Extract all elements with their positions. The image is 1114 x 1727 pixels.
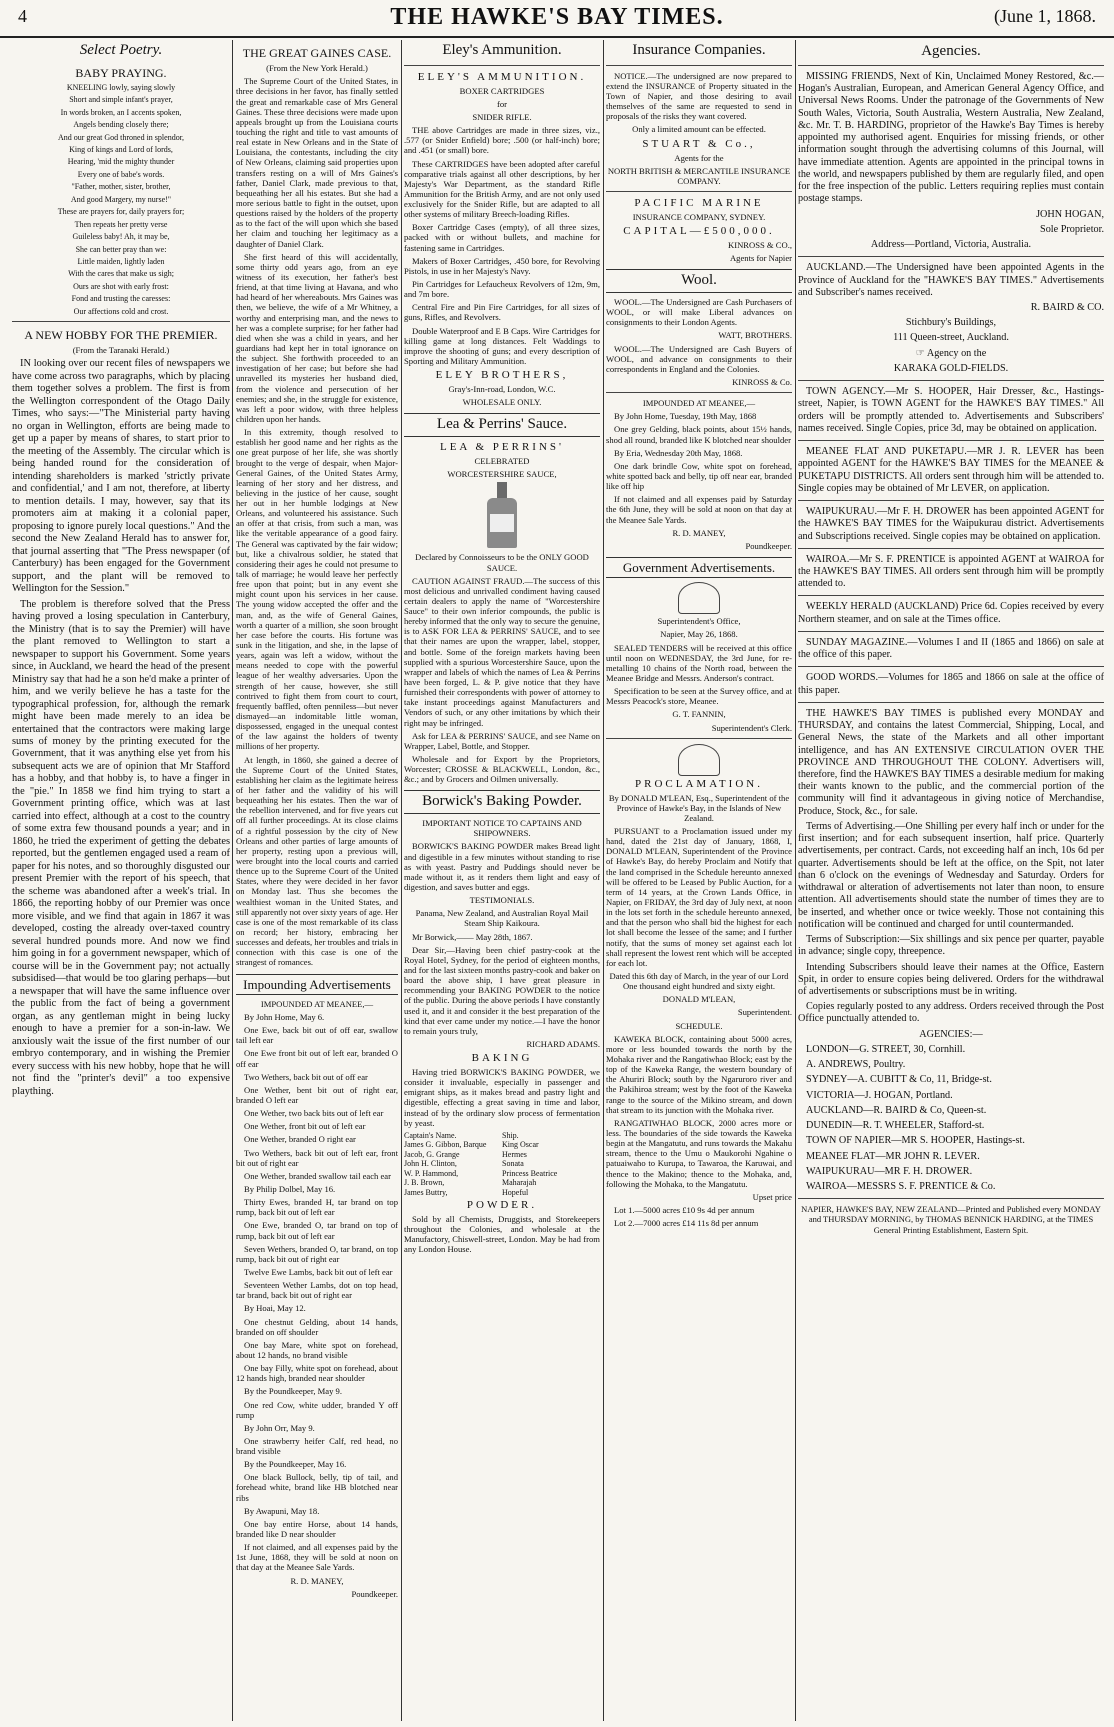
table-cell: King Oscar (502, 1140, 539, 1150)
section-heading: Impounding Advertisements (243, 976, 391, 992)
schedule-text: KAWEKA BLOCK, containing about 5000 acres, more or less bounded towards the north by the Mohaka river and the Rangatiwhao Block; east by the top of the Kaweka Range, the western boundary of the Ahuriri Block; south by the Ngaruroro river and the Pakihiroa stream; west by the foot of the Kaweka range to the source of the Mikino stream, and down that stream to its junction with the Mohaka river. (606, 1033, 792, 1115)
section-heading: Wool. (681, 272, 717, 289)
article-paragraph: In this extremity, though resolved to establish her good name and her rights as the one great purpose of her life, she was shortly brought to the verge of despair, when Major-General Gaines, of the United States Army, learning of her story and her distress, and believing in the justice of her cause, sought her out in her humble lodgings at New Orleans, and volunteered his assistance. Such an offer at that crisis, from such a man, was like the veritable appearance of a good fairy. The General was captivated by the fair widow; but, like a chivalrous soldier, he stated that considering their ages he could not presume to talk of marriage; he would leave her perfectly free upon that point; but in any event she might count upon his services in her cause. The young widow accepted the offer and the man, and, as the wife of General Gaines, worth a quarter of a million, she soon brought her case before the courts. His fortune was sunk in the litigation, and she, in the lapse of years, again was left a widow, without the means needed to cope with the powerful league of her wealthy adversaries. Upon the strength of her cause, however, she still contrived to fight them from court to court, frequently baffled, often penniless—but never dismayed—an indomitable little woman, dispossessed, engaged in the unequal contest of the law against the holders of twenty millions of her property. (236, 427, 398, 752)
poem-line: And our great God throned in splendor, (57, 132, 185, 142)
page-number: 4 (18, 6, 27, 26)
poem-line: KNEELING lowly, saying slowly (66, 82, 176, 92)
ad-paragraph: Mr Borwick,—— May 28th, 1867. (412, 931, 533, 942)
table-cell: John H. Clinton, (404, 1159, 457, 1169)
ad-paragraph: Terms of Subscription:—Six shillings and six pence per quarter, payable in advance; single copy, threepence. (798, 934, 1104, 958)
ad-paragraph: CAUTION AGAINST FRAUD.—The success of this most delicious and unrivalled condiment having caused certain dealers to apply the name of "Worcestershire Sauce" to their own inferior compounds, the public is hereby informed that the only way to secure the genuine, is to ASK FOR LEA & PERRINS' SAUCE, and to see that their names are upon the wrapper, label, stopper, and bottle. Some of the foreign markets having been supplied with a spurious Worcestershire Sauce, upon the wrapper and labels of which the names of Lea & Perrins have been forged, L. & P. give notice that they have furnished their correspondents with power of attorney to take instant proceedings against Manufacturers and Vendors of such, or any other imitations by which their right may be infringed. (404, 575, 600, 728)
impound-item: If not claimed and all expenses paid by Saturday the 6th June, they will be sold at noon on that day at the Meanee Sale Yards. (606, 494, 792, 525)
ad-subtitle: KARAKA GOLD-FIELDS. (893, 362, 1009, 374)
ad-subtitle: Agents for the (674, 152, 724, 163)
impound-item: One bay entire Horse, about 14 hands, branded like D near shoulder (236, 1518, 398, 1540)
ad-paragraph: Boxer Cartridge Cases (empty), of all three sizes, packed with or without bullets, and machine for fastening same in Cartridges. (404, 222, 600, 253)
ad-paragraph: Dear Sir,—Having been chief pastry-cook at the Royal Hotel, Sydney, for the period of eighteen months, and for the last sixteen months pastry-cook and baker on board the above ship, I have great pleasure in recommending your BAKING POWDER to the notice of the public. During the above periods I have constantly used it, and it and consider it the best preparation of the kind that ever came under my notice.—I have the honor to remain yours truly, (404, 944, 600, 1036)
column-rule (232, 40, 233, 1721)
impound-item: One strawberry heifer Calf, red head, no brand visible (236, 1435, 398, 1457)
poem-line: King of kings and Lord of lords, (69, 145, 173, 155)
impound-item: By John Home, May 6. (244, 1012, 325, 1022)
divider (606, 738, 792, 739)
ad-subtitle: SNIDER RIFLE. (472, 111, 532, 122)
poem-line: "Father, mother, sister, brother, (71, 182, 171, 192)
masthead (0, 0, 1114, 38)
ad-paragraph: WAIROA.—Mr S. F. PRENTICE is appointed AGENT at WAIROA for the HAWKE'S BAY TIMES. All orders sent through him will be promptly attended to. (798, 553, 1104, 590)
divider (798, 548, 1104, 549)
karaka-agency-label: Agency on the (926, 347, 987, 359)
section-heading: Select Poetry. (79, 42, 163, 58)
table-cell: Sonata (502, 1159, 524, 1169)
article-paragraph: She first heard of this will accidentally, some thirty odd years ago, from an eye witness of its execution, her father's best friend, at that time living at Havana, and who had heard of her whereabouts. Mrs Gaines was then, we believe, the wife of a Mr Whitney, a worthy and enterprising man, and the news to her was a complete surprise; for her father had died when she was a child in years, and her guardians had kept her in total ignorance on the subject. She forthwith proceeded to an investigation of her case; but before she had unravelled its mysteries her husband died, from the violence and persecution of her enemies; and she, in the struggle for existence, was left a poor widow, with three helpless children upon her hands. (236, 251, 398, 424)
impound-item: One dark brindle Cow, white spot on forehead, white spotted back and belly, tip off near ear, branded like off hip (606, 460, 792, 492)
agency-item: AUCKLAND—R. BAIRD & Co, Queen-st. (806, 1104, 987, 1116)
agency-item: A. ANDREWS, Poultry. (806, 1059, 906, 1071)
signature: JOHN HOGAN, (1036, 208, 1104, 220)
proclamation-by: By DONALD M'LEAN, Esq., Superintendent of the Province of Hawke's Bay, in the Islands of New Zealand. (608, 792, 790, 823)
impound-item: One grey Gelding, black points, about 15½ hands, shod all round, branded like K blotched near shoulder (606, 424, 792, 445)
impound-item: By Hoai, May 12. (244, 1303, 306, 1314)
gov-date: Napier, May 26, 1868. (660, 629, 738, 640)
ad-paragraph: WEEKLY HERALD (AUCKLAND) Price 6d. Copies received by every Northern steamer, and on sale at the Times office. (798, 601, 1104, 625)
ad-paragraph: TOWN AGENCY.—Mr S. HOOPER, Hair Dresser, &c., Hastings-street, Napier, is TOWN AGENT for the HAWKE'S BAY TIMES." All orders will be promptly attended to. Advertisements and Subscribers' names received. Single Copies, price 3d, may be obtained on application. (798, 386, 1104, 434)
ad-paragraph: Intending Subscribers should leave their names at the Office, Eastern Spit, in order to ensure copies being delivered. Orders for the withdrawal of advertisements or subscriptions must be in writing. (798, 961, 1104, 997)
table-header: Ship. (502, 1130, 519, 1140)
poem-line: In words broken, an I accents spoken, (60, 107, 182, 117)
table-cell: James G. Gibbon, Barque (404, 1140, 487, 1150)
section-heading: Lea & Perrins' Sauce. (436, 416, 568, 433)
impound-item: One Ewe, branded O, tar brand on top of rump, back bit out of left ear (236, 1220, 398, 1241)
impound-item: One chestnut Gelding, about 14 hands, branded on off shoulder (236, 1316, 398, 1337)
impound-item: One Wether, branded O right ear (244, 1134, 356, 1145)
poem-title: BABY PRAYING. (75, 65, 167, 80)
schedule-lot: Lot 1.—5000 acres £10 9s 4d per annum (614, 1204, 755, 1215)
signature: R. D. MANEY, (290, 1575, 344, 1586)
impound-item: One bay Mare, white spot on forehead, about 12 hands, no brand visible (236, 1339, 398, 1360)
divider (798, 65, 1104, 66)
poem-line: Then repeats her pretty verse (74, 219, 168, 229)
impound-item: Thirty Ewes, branded H, tar brand on top rump, back bit out of left ear (236, 1197, 398, 1218)
table-cell: James Buttry, (404, 1187, 448, 1197)
schedule-lot: Lot 2.—7000 acres £14 11s 8d per annum (614, 1218, 759, 1229)
ad-paragraph: Makers of Boxer Cartridges, .450 bore, for Revolving Pistols, in use in her Majesty's Navy. (404, 255, 600, 276)
ad-paragraph: WOOL.—The Undersigned are Cash Buyers of WOOL, and advance on consignments to their correspondents in England and the Colonies. (606, 343, 792, 374)
section-heading: Borwick's Baking Powder. (422, 793, 582, 810)
poem-line: These are prayers for, daily prayers for; (57, 207, 185, 217)
section-banner (404, 790, 600, 814)
ad-paragraph: SEALED TENDERS will be received at this office until noon on WEDNESDAY, the 3rd June, for re-metalling 10 chains of the North road, between the Meanee Bridge and Messrs. Anderson's contract. (606, 642, 792, 683)
ad-paragraph: Central Fire and Pin Fire Cartridges, for all sizes of guns, Rifles, and Revolvers. (404, 302, 600, 323)
impound-item: One red Cow, white udder, branded Y off rump (236, 1399, 398, 1420)
ad-subtitle: NORTH BRITISH & MERCANTILE INSURANCE COMPANY. (607, 165, 791, 186)
table-cell: Maharajah (502, 1178, 537, 1188)
ad-paragraph: MEANEE FLAT AND PUKETAPU.—MR J. R. LEVER has been appointed AGENT for the HAWKE'S BAY TIMES for the MEANEE & PUKETAPU DISTRICTS. All orders sent through him will be attended to. Single copies may be obtained of Mr LEVER, on application. (798, 446, 1104, 494)
ad-subtitle: BOXER CARTRIDGES (459, 85, 545, 96)
agency-item: MEANEE FLAT—MR JOHN R. LEVER. (806, 1150, 980, 1162)
column-poetry (12, 40, 230, 1721)
ad-paragraph: WOOL.—The Undersigned are Cash Purchasers of WOOL, or will make Liberal advances on consignments to their London Agents. (606, 296, 792, 328)
ad-subtitle: INSURANCE COMPANY, SYDNEY. (632, 211, 766, 222)
ad-capital: CAPITAL—£500,000. (623, 225, 775, 238)
ad-title: IMPORTANT NOTICE TO CAPTAINS AND SHIPOWNERS. (422, 818, 582, 839)
divider (798, 440, 1104, 441)
poem-line: Every one of babe's words. (77, 169, 165, 179)
schedule-price-header: Upset price (752, 1191, 792, 1202)
poem-line: Angels bending closely there; (73, 120, 169, 130)
poem-line: Short and simple infant's prayer, (69, 95, 173, 105)
article-paragraph: The Supreme Court of the United States, in three decisions in her favor, has finally settled the great and remarkable case of Mrs General Gaines. These three decisions were made upon appeals brought up from the Louisiana courts touching the right and title to vast amounts of real estate in New Orleans and in the State of Louisiana, the contestants, including the city of New Orleans, claiming said properties upon transfers resting on a will of Mrs Gaines's father, Daniel Clark, made previous to that, bequeathing her all his estates. But she had a more serious battle to fight in the outset, upon questions raised by the holders of the property as to the fact of the will upon which she based her claim and touching her legitimacy as a daughter of Daniel Clark. (236, 76, 398, 249)
proclamation-dated: Dated this 6th day of March, in the year of our Lord One thousand eight hundred and sixty eight. (609, 971, 789, 992)
ad-subtitle: CELEBRATED (474, 456, 530, 467)
sauce-bottle-illustration (484, 482, 520, 550)
article-source: (From the Taranaki Herald.) (72, 345, 170, 356)
ad-paragraph: GOOD WORDS.—Volumes for 1865 and 1866 on sale at the office of this paper. (798, 672, 1104, 696)
ad-paragraph: TESTIMONIALS. (469, 895, 535, 906)
impound-item: Seventeen Wether Lambs, dot on top head, tar brand, back bit out of right ear (236, 1280, 398, 1301)
ad-subtitle: for (496, 98, 508, 109)
article-paragraph: At length, in 1860, she gained a decree of the Supreme Court of the United States, establishing her claim as the legitimate heiress of her father and the validity of his will bequeathing her his estates. Then the war of the rebellion intervened, and for five years cut off all further proceedings. At its close claims of a rightful possession by the city of New Orleans and other parties of large amounts of her property, resting upon a previous will, were brought into the local courts and carried thence up to the Supreme Court of the United States, where they were decided in her favor on Monday last. Thus she becomes the wealthiest woman in the United States, and still apparently not over sixty years of age. Her case is one of the most remarkable of its class on record; her history, embracing her successes and defeats, her troubles and trials in connection with this case is one of the strangest of romances. (236, 754, 398, 968)
column-insurance-government (606, 40, 792, 1721)
table-cell: Jacob, G. Grange (404, 1149, 460, 1159)
column-ammunition-sauce (404, 40, 600, 1721)
ad-address: Address—Portland, Victoria, Australia. (870, 239, 1032, 251)
poem (12, 83, 230, 316)
poem-line: Ours are shot with early frost: (73, 281, 169, 291)
impound-item: One Ewe front bit out of left ear, branded O off ear (236, 1048, 398, 1069)
impound-item: One Wether, two back bits out of left ear (244, 1108, 384, 1119)
article-paragraph: The problem is therefore solved that the Press having proved a losing speculation in Canterbury, the Ministry (that is to say the Premier) will have the plant removed to Wellington to start a newspaper to support his Government. Some years since, in Auckland, we heard the head of the present Ministry say that had he a son he'd make a printer of him, and we verily believe he has a taste for the typographical profession, for, although the remark might have been made merely to an idea be entertained that the contractors were making large sums of money by the printing executed for the Government, that it was anything else yet from his subsequent acts we are of opinion that Mr Stafford has a hobby, and that hobby is, to have a finger in the "pie." In 1858 we find him trying to start a Government printing office, which was at last carried into effect, although at a cost to the country of some extra few thousand pounds a year; and in 1860, he tried the experiment of getting the debates reported, but the gentlemen engaged used a ream of paper for his notes, and so thoroughly disgusted our present Premier with the report of his speech, that the scheme was abandoned after a week's trial. In 1866, the reporting hobby of our Premier was once more visible, and we find that again in 1867 it was developed, costing the already over-taxed country several hundred pounds more. And now we find him going in for a government newspaper, which of course will be in the Government pay; not actually subsidised—that would be too glaring perhaps—but a newspaper that will have the same influence over the public from the fact of being a government organ, as any gentleman might in being lucky enough to have a premier for a son-in-law. We anxiously wait the issue of the first number of our embryo contemporary, and in wishing the Premier every success with his new hobby, hope that he will not find the "printer's devil" a too expensive plaything. (12, 598, 230, 1097)
section-heading: Agencies. (921, 43, 981, 59)
divider (798, 666, 1104, 667)
table-cell: Princess Beatrice (502, 1168, 558, 1178)
table-header: Captain's Name. (404, 1130, 457, 1140)
ad-paragraph: BORWICK'S BAKING POWDER makes Bread light and digestible in a few minutes without standing to rise as with yeast. Pastry and Puddings should never be made without it, as it renders them light and easy of digestion, and saves butter and eggs. (404, 841, 600, 892)
divider (12, 321, 230, 322)
printer-imprint: NAPIER, HAWKE'S BAY, NEW ZEALAND—Printed and Published every MONDAY and THURSDAY MORNING, by THOMAS BENNICK HARDING, at the TIMES General Printing Establishment, Eastern Spit. (801, 1204, 1101, 1235)
table-cell: J. B. Brown, (404, 1178, 445, 1188)
impound-item: By the Poundkeeper, May 16. (244, 1459, 347, 1470)
ad-paragraph: MISSING FRIENDS, Next of Kin, Unclaimed Money Restored, &c.—Hogan's Australian, European, and American General Agency Office, and Universal News Rooms. Under the patronage of the Governments of New South Wales, Victoria, South Australia, Western Australia, New Zealand, &c. Mr. T. B. HARDING, proprietor of the Hawke's Bay Times is hereby appointed my authorised agent. Enquiries for missing friends, or other information sought through the advertising columns of this Journal, will have immediate attention. Agents are appointed in the principal towns in the world, and newspapers published by them are regularly filed, and open for the free inspection of the public. Letters requiring replies must contain postage stamps. (798, 71, 1104, 205)
agency-item: VICTORIA—J. HOGAN, Portland. (806, 1089, 953, 1101)
divider (606, 65, 792, 66)
poem-line: Our affections cold and crost. (73, 306, 169, 316)
impound-item: One Ewe, back bit out of off ear, swallow tail left ear (236, 1025, 398, 1046)
ad-firm: KINROSS & CO., (728, 240, 792, 250)
impound-item: Two Wethers, back bit out of off ear (244, 1071, 368, 1082)
divider (798, 500, 1104, 501)
impound-item: If not claimed, and all expenses paid by the 1st June, 1868, they will be sold at noon on that day at the Meanee Sale Yards. (236, 1542, 398, 1573)
proclamation-text: PURSUANT to a Proclamation issued under my hand, dated the 21st day of January, 1868, I, DONALD M'LEAN, Superintendent of the Province of Hawke's Bay, do hereby Proclaim and Notify that the land comprised in the Schedule hereunto annexed will be offered to be Leased by Public Auction, for a term of 14 years, at the Crown Lands Office, in Napier, on FRIDAY, the 3rd day of July next, at noon in the lots set forth in the schedule hereunto annexed, and that the person who shall bid the highest for each lot shall become the lessee of the same; and I further notify, that the sums of money set against each lot shall represent the lowest rent which will be accepted for each lot. (606, 826, 792, 968)
impound-title: IMPOUNDED AT MEANEE,— (642, 398, 756, 409)
ad-paragraph: Ask for LEA & PERRINS' SAUCE, and see Name on Wrapper, Label, Bottle, and Stopper. (404, 730, 600, 751)
ad-paragraph: WAIPUKURAU.—Mr F. H. DROWER has been appointed AGENT for the HAWKE'S BAY TIMES for the Waipukurau district. Advertisements and Subscriptions received. Single copies may be obtained on application. (798, 506, 1104, 542)
schedule-text: RANGATIWHAO BLOCK, 2000 acres more or less. The boundaries of the side towards the Kaweka begin at the Mangatutu, and runs towards the Makahu stream, thence to the Umu o Maukorohi Ngahine o patuaiwaho to Kurupa, to Tawaroa, the Karuwai, and thence to the Makino; thence to the Mohaka, and, following the Mohaka, to the Mangatutu. (606, 1117, 792, 1189)
column-gaines-case (236, 40, 398, 1721)
ad-firm: STUART & Co., (642, 137, 756, 150)
signature: G. T. FANNIN, (672, 709, 726, 720)
signature: R. D. MANEY, (672, 527, 726, 538)
ad-paragraph: Panama, New Zealand, and Australian Royal Mail Steam Ship Kaikoura. (415, 908, 589, 929)
ad-tagline: Declared by Connoisseurs to be the ONLY GOOD SAUCE. (415, 552, 589, 573)
divider (404, 65, 600, 66)
agency-item: WAIPUKURAU—MR F. H. DROWER. (806, 1165, 973, 1177)
poem-line: With the cares that make us sigh; (68, 269, 174, 279)
divider (606, 392, 792, 393)
gov-office: Superintendent's Office, (657, 616, 741, 627)
column-rule (795, 40, 796, 1721)
impound-item: By the Poundkeeper, May 9. (244, 1386, 342, 1397)
ad-address: Stichbury's Buildings, (905, 317, 997, 329)
ad-paragraph: Only a limited amount can be effected. (632, 124, 766, 135)
signature: RICHARD ADAMS. (526, 1038, 600, 1049)
table-cell: Hermes (502, 1149, 527, 1159)
ad-paragraph: SUNDAY MAGAZINE.—Volumes I and II (1865 and 1866) on sale at the office of this paper. (798, 636, 1104, 661)
poem-line: Hearing, 'mid the mighty thunder (67, 157, 175, 167)
ad-subtitle: WORCESTERSHIRE SAUCE, (447, 469, 557, 480)
section-banner (236, 974, 398, 995)
impound-item: Two Wethers, back bit out of left ear, front bit out of right ear (236, 1147, 398, 1168)
impound-item: One black Bullock, belly, tip of tail, and forehead white, brand like HB blotched near ribs (236, 1472, 398, 1503)
section-banner (404, 413, 600, 437)
ad-address: Gray's-Inn-road, London, W.C. (448, 384, 556, 395)
agency-item: WAIROA—MESSRS S. F. PRENTICE & Co. (806, 1181, 996, 1193)
signature: R. BAIRD & CO. (1030, 301, 1104, 313)
issue-date: (June 1, 1868. (994, 6, 1096, 26)
divider (798, 1198, 1104, 1199)
agency-item: LONDON—G. STREET, 30, Cornhill. (806, 1043, 966, 1055)
ad-paragraph: Terms of Advertising.—One Shilling per every half inch or under for the first insertion; and for each subsequent insertion, half price. Quarterly advertisements, per contract. Cards, not exceeding half an inch, 10s 6d per quarter. Advertisements should be left at the office, on the Spit, not later than 6 o'clock on the evenings of Wednesday and Saturday. Orders for withdrawal or alteration of advertisements not later than noon, to ensure attention. All advertisements should state the number of times they are to be inserted, and whether once or twice weekly. Those not containing this notification will be continued and charged for until countermanded. (798, 820, 1104, 930)
proclamation-title: PROCLAMATION. (635, 777, 763, 790)
ad-paragraph: Sold by all Chemists, Druggists, and Storekeepers throughout the Colonies, and wholesale at the Manufactory, Chiswell-street, London. May be had from any London House. (404, 1213, 600, 1255)
royal-crest-icon (678, 582, 720, 614)
signature: WATT, BROTHERS. (718, 330, 792, 341)
ad-paragraph: Specification to be seen at the Survey office, and at Messrs Peacock's store, Meanee. (606, 686, 792, 707)
newspaper-title: THE HAWKE'S BAY TIMES. (390, 4, 724, 30)
article-paragraph: IN looking over our recent files of newspapers we have come across two paragraphs, which by placing them together solves a problem. The first is from the Wellington correspondent of the Otago Daily Times, who says:—"The Ministerial party having no organ in Wellington, efforts are being made to get up a paper by means of shares, to start prior to the meeting of the Assembly. The circular which is being handed round for the consideration of intending shareholders is marked 'strictly private and confidential,' and I am not, therefore, at liberty to mention details. I may, however, say that its promoters aim at making it a colonial paper, proposing to ignore purely local questions." And the second the New Zealand Herald has to answer for, that journal asserting that "The Press newspaper (of Canterbury) has been engaged for the Government support, and the plant will be removed to Wellington for the Session." (12, 358, 230, 595)
signature: DONALD M'LEAN, (662, 994, 736, 1005)
ad-paragraph: NOTICE.—The undersigned are now prepared to extend the INSURANCE of Property situated in the Town of Napier, and those desiring to avail themselves of the same are requested to send in proposals of the risks they want covered. (606, 70, 792, 122)
agency-item: SYDNEY—A. CUBITT & Co, 11, Bridge-st. (806, 1074, 992, 1086)
ad-word: BAKING (471, 1052, 533, 1065)
column-agencies (798, 40, 1104, 1721)
ad-title: LEA & PERRINS' (439, 441, 565, 454)
impound-item: By John Orr, May 9. (244, 1422, 315, 1433)
poem-line: Fond and trusting the caresses: (71, 294, 171, 304)
impound-item: By John Home, Tuesday, 19th May, 1868 (614, 411, 757, 422)
section-banner (606, 557, 792, 578)
column-rule (603, 40, 604, 1721)
agencies-title: AGENCIES:— (919, 1028, 983, 1040)
impound-item: One Wether, front bit out of left ear (244, 1121, 366, 1132)
poem-line: Little maiden, lightly laden (77, 256, 165, 266)
impound-item: By Awapuni, May 18. (244, 1505, 320, 1516)
section-banner (606, 269, 792, 293)
signature-role: Superintendent. (737, 1007, 792, 1018)
article-title: THE GREAT GAINES CASE. (242, 46, 392, 60)
ad-address: 111 Queen-street, Auckland. (893, 332, 1009, 344)
ad-title: ELEY'S AMMUNITION. (417, 70, 587, 83)
schedule-title: SCHEDULE. (675, 1020, 723, 1031)
ship-table (404, 1131, 600, 1197)
signature-role: Poundkeeper. (351, 1588, 398, 1599)
ad-paragraph: Copies regularly posted to any address. Orders received through the Post Office punctually attended to. (798, 1001, 1104, 1025)
signature-role: Sole Proprietor. (1040, 223, 1104, 235)
ad-firm: ELEY BROTHERS, (435, 369, 569, 382)
royal-crest-icon (678, 744, 720, 776)
signature: KINROSS & Co. (732, 376, 792, 387)
signature-role: Superintendent's Clerk. (711, 722, 792, 733)
ad-paragraph: Having tried BORWICK'S BAKING POWDER, we consider it invaluable, especially in passenger and emigrant ships, as it makes bread and pastry light and digestible, effecting a great saving in time and labor, instead of by the ordinary slow process of fermentation by yeast. (404, 1067, 600, 1128)
pointing-hand-icon: ☞ (915, 347, 927, 359)
impound-item: By Eria, Wednesday 20th May, 1868. (614, 447, 743, 458)
impound-item: Seven Wethers, branded O, tar brand, on top rump, back bit out of right ear (236, 1243, 398, 1264)
divider (606, 191, 792, 192)
article-source: (From the New York Herald.) (266, 63, 368, 74)
section-heading: Government Advertisements. (622, 559, 776, 575)
ad-paragraph: THE HAWKE'S BAY TIMES is published every MONDAY and THURSDAY, and contains the latest Commercial, Shipping, Local, and General News, the state of the Markets and all other important intelligence, and has AN EXTENSIVE CIRCULATION OVER THE PROVINCE AND THROUGHOUT THE COLONY. Advertisers will, therefore, find the HAWKE'S BAY TIMES a desirable medium for making their wants known to the public, and the commercial portion of the community will find it advantageous in giving notice of Merchandise, Produce, Stock, &c., for sale. (798, 707, 1104, 817)
ad-paragraph: These CARTRIDGES have been adopted after careful comparative trials against all other descriptions, by her Majesty's War Department, as the standard Rifle Ammunition for the British Army, and are not only used exclusively for the Snider Rifle, but are adapted to all other systems of military Breech-loading Rifles. (404, 158, 600, 220)
ad-paragraph: Pin Cartridges for Lefaucheux Revolvers of 12m, 9m, and 7m bore. (404, 279, 600, 300)
poem-line: And good Margery, my nurse!" (70, 194, 172, 204)
ad-paragraph: THE above Cartridges are made in three sizes, viz., .577 (or Snider Enfield) bore; .500 (or half-inch) bore; and .451 (or small) bore. (404, 125, 600, 156)
ad-subtitle: Agents for Napier (729, 253, 792, 264)
ad-paragraph: AUCKLAND.—The Undersigned have been appointed Agents in the Province of Auckland for the "HAWKE'S BAY TIMES." Advertisements and Subscriber's names received. (798, 262, 1104, 298)
ad-paragraph: Double Waterproof and E B Caps. Wire Cartridges for killing game at long distances. Felt Waddings to improve the shooting of guns; and every description of Sporting and Military Ammunition. (404, 325, 600, 367)
signature-role: Poundkeeper. (745, 540, 792, 551)
ad-paragraph: Wholesale and for Export by the Proprietors, Worcester; CROSSE & BLACKWELL, London, &c., &c.; and by Grocers and Oilmen universally. (404, 754, 600, 785)
column-rule (401, 40, 402, 1721)
impound-title: IMPOUNDED AT MEANEE,— (260, 998, 374, 1009)
agency-item: TOWN OF NAPIER—MR S. HOOPER, Hastings-st. (806, 1135, 1025, 1147)
ad-word: POWDER. (466, 1198, 538, 1211)
table-cell: W. P. Hammond, (404, 1168, 459, 1178)
impound-item: One Wether, branded swallow tail each ear (244, 1170, 391, 1181)
divider (798, 380, 1104, 381)
impound-item: One bay Filly, white spot on forehead, about 12 hands high, branded near shoulder (236, 1363, 398, 1384)
ad-title: PACIFIC MARINE (634, 196, 764, 209)
poem-line: Guileless baby! Ah, it may be, (72, 232, 170, 242)
ad-note: WHOLESALE ONLY. (462, 397, 542, 408)
impound-item: Twelve Ewe Lambs, back bit out of left ear (244, 1266, 393, 1277)
impound-item: One Wether, bent bit out of right ear, branded O left ear (236, 1084, 398, 1105)
divider (798, 595, 1104, 596)
agency-item: DUNEDIN—R. T. WHEELER, Stafford-st. (806, 1120, 985, 1132)
poem-line: She can better pray than we: (75, 244, 167, 254)
divider (798, 702, 1104, 703)
article-title: A NEW HOBBY FOR THE PREMIER. (24, 328, 218, 343)
impound-item: By Philip Dolbel, May 16. (244, 1183, 336, 1194)
section-heading: Eley's Ammunition. (442, 42, 562, 58)
ad-subtitle (798, 348, 1104, 360)
table-cell: Hopeful (502, 1187, 529, 1197)
section-heading: Insurance Companies. (632, 42, 766, 58)
divider (798, 631, 1104, 632)
divider (798, 256, 1104, 257)
